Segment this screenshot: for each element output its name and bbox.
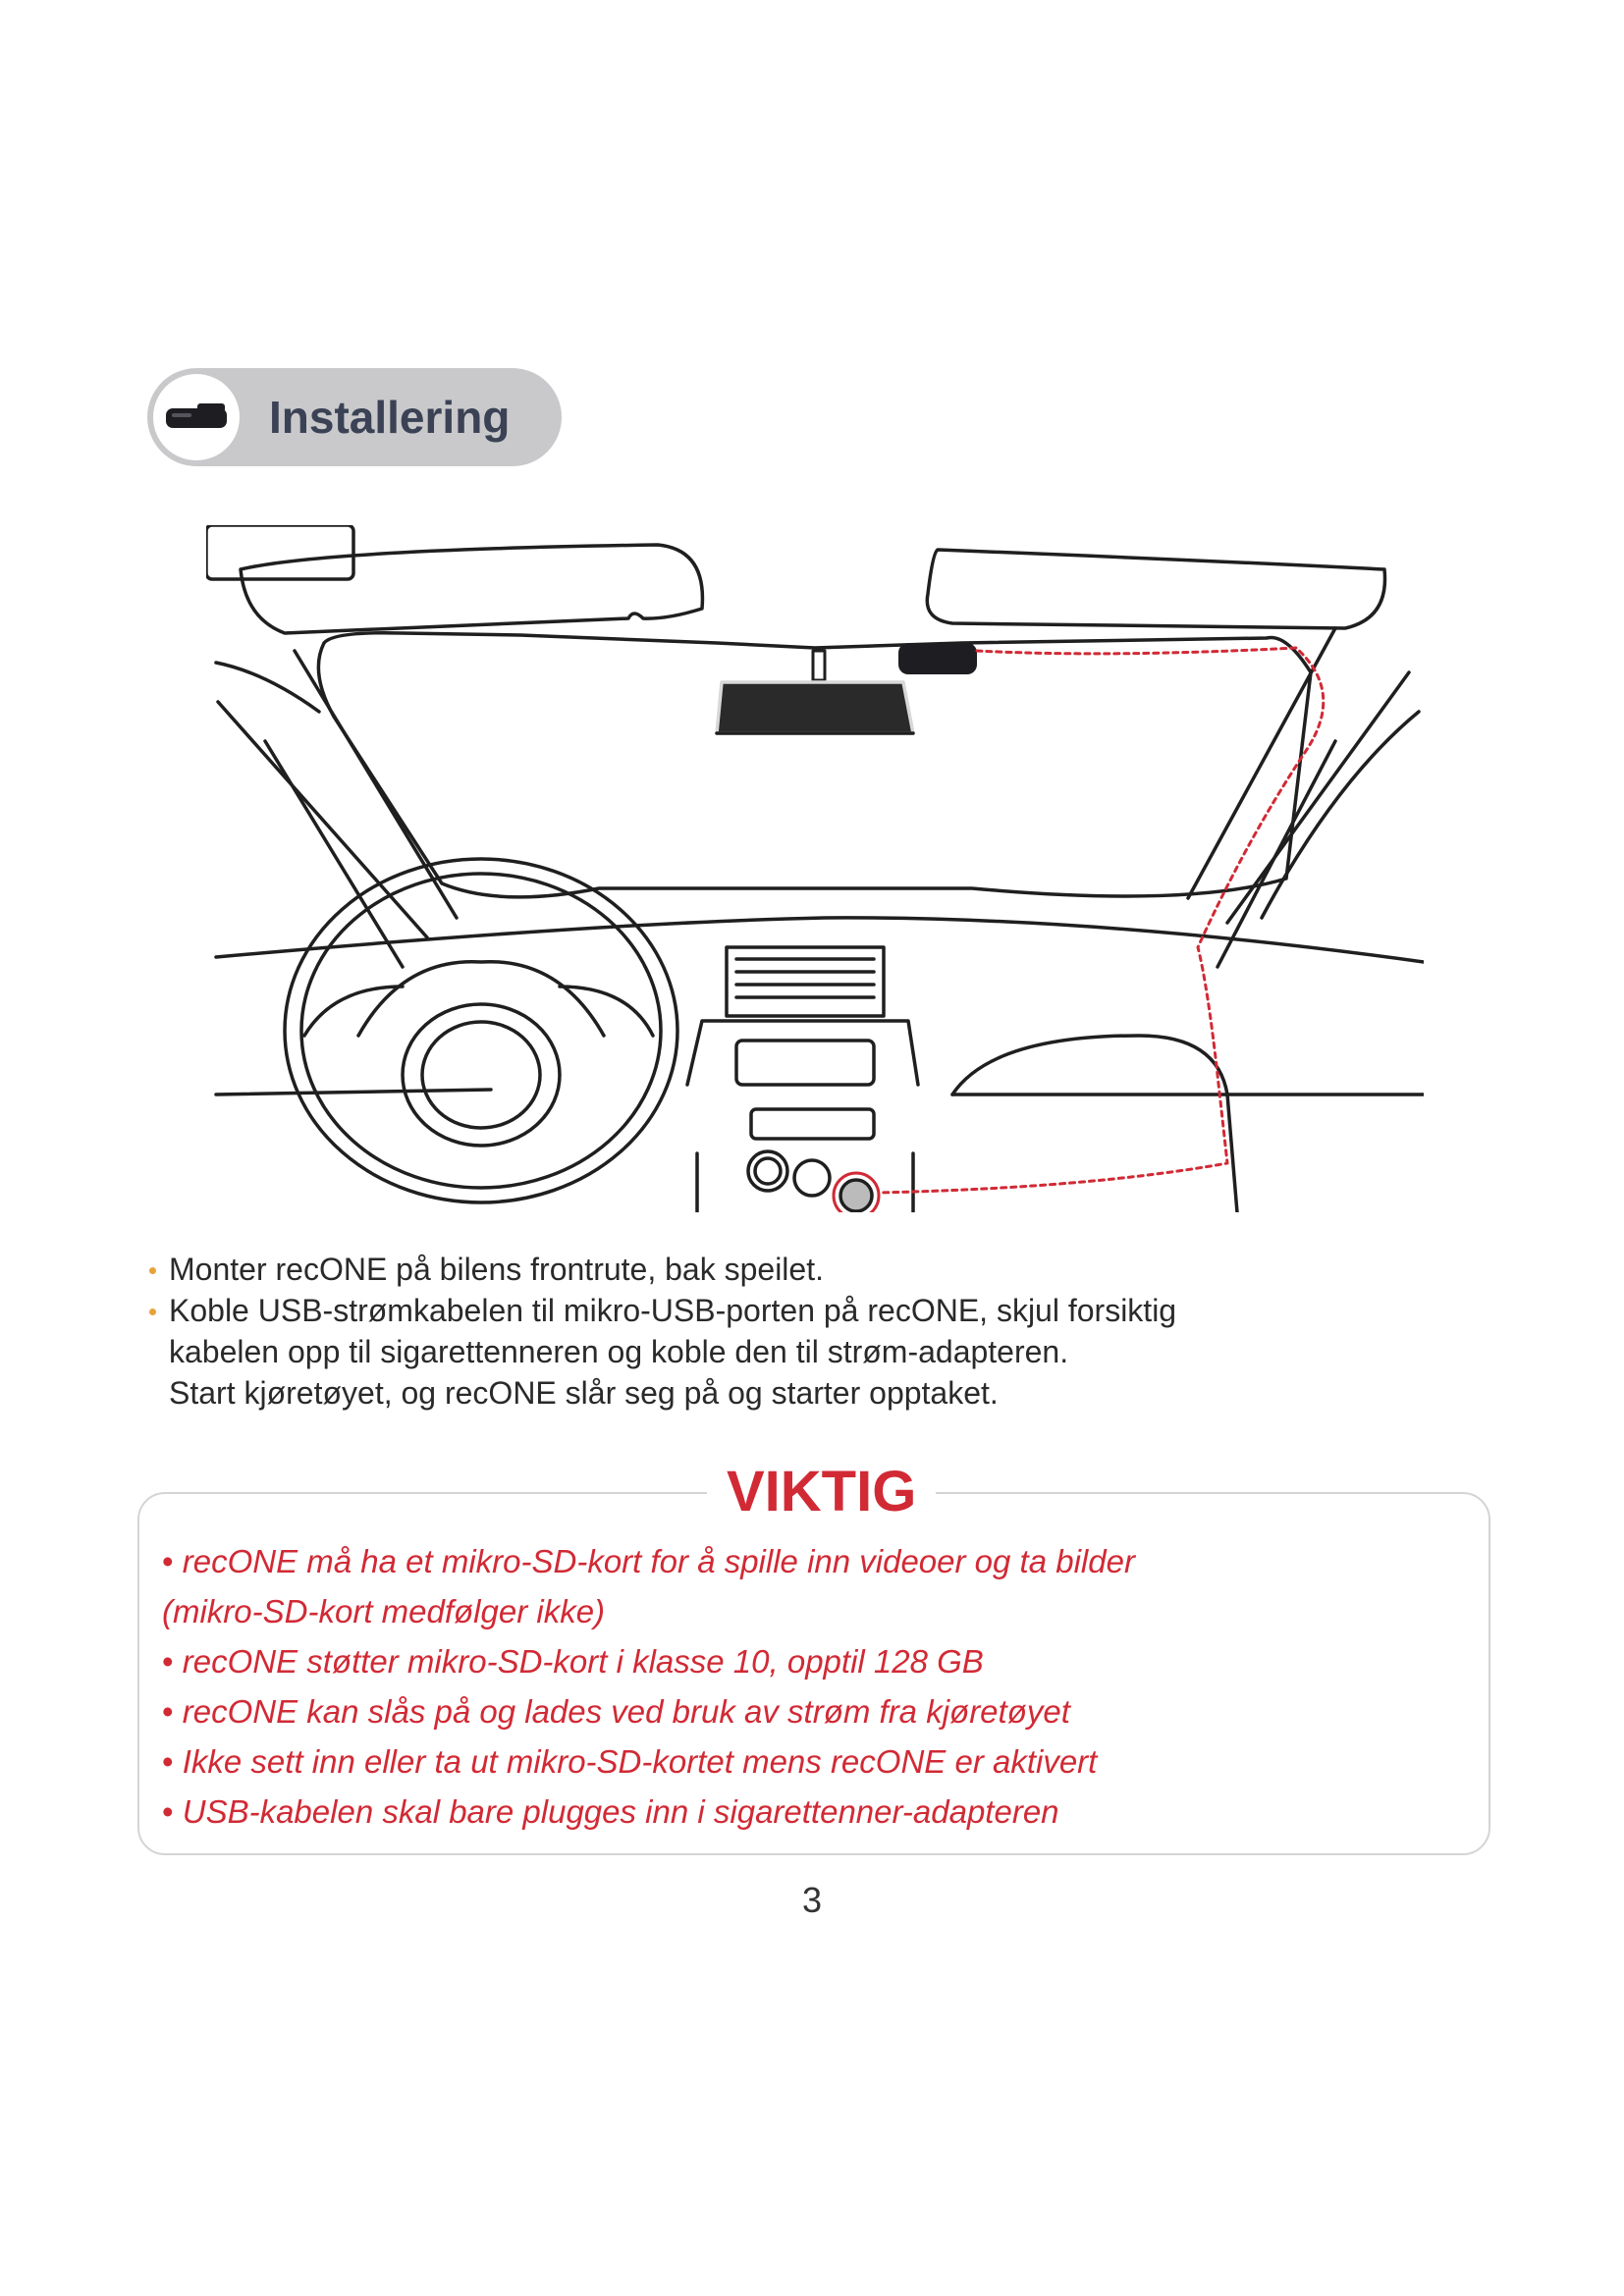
important-item: • recONE kan slås på og lades ved bruk av strøm fra kjøretøyet	[162, 1693, 1070, 1730]
page-number: 3	[801, 1880, 823, 1920]
instruction-item: Koble USB-strømkabelen til mikro-USB-porten på recONE, skjul forsiktig	[147, 1290, 1375, 1331]
important-heading: VIKTIG	[707, 1463, 936, 1522]
bullet-dot	[149, 1267, 156, 1274]
car-interior-illustration	[206, 525, 1424, 1212]
instruction-item: Start kjøretøyet, og recONE slår seg på og starter opptaket.	[169, 1375, 999, 1411]
dashcam-icon	[153, 374, 240, 460]
instruction-item: Monter recONE på bilens frontrute, bak speilet.	[147, 1249, 1375, 1290]
important-item: • USB-kabelen skal bare plugges inn i sigarettenner-adapteren	[162, 1793, 1059, 1830]
important-item: (mikro-SD-kort medfølger ikke)	[162, 1593, 606, 1629]
section-title: Installering	[269, 392, 511, 443]
important-item: • Ikke sett inn eller ta ut mikro-SD-kortet mens recONE er aktivert	[162, 1743, 1098, 1780]
instruction-item: kabelen opp til sigarettenneren og koble den til strøm-adapteren.	[169, 1334, 1069, 1369]
instruction-list	[147, 1249, 1375, 1414]
bullet-dot	[149, 1308, 156, 1315]
important-item: • recONE må ha et mikro-SD-kort for å spille inn videoer og ta bilder	[162, 1543, 1135, 1579]
important-item: • recONE støtter mikro-SD-kort i klasse 10, opptil 128 GB	[162, 1643, 984, 1680]
section-header	[147, 368, 562, 466]
important-list	[162, 1536, 1458, 1837]
